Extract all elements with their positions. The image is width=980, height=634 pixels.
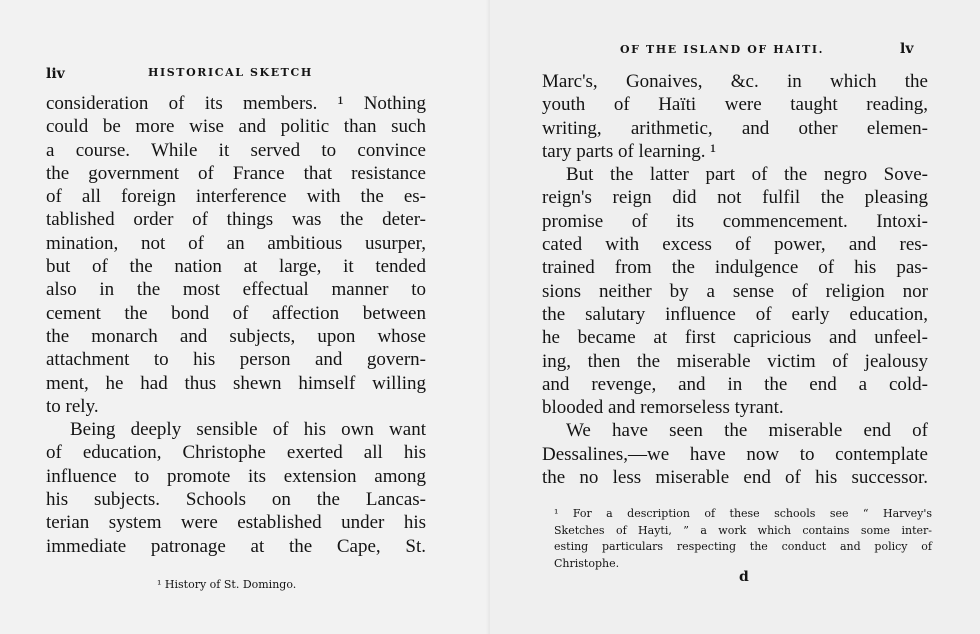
text-line: but of the nation at large, it tended (46, 256, 426, 278)
text-line: of all foreign interference with the es- (46, 186, 426, 208)
text-line: trained from the indulgence of his pas- (542, 257, 928, 279)
text-line: his subjects. Schools on the Lancas- (46, 489, 426, 511)
text-line: tary parts of learning. ¹ (542, 140, 716, 162)
footnote-line: Sketches of Hayti, ” a work which contains some inter- (554, 523, 932, 537)
text-line: mination, not of an ambitious usurper, (46, 232, 426, 254)
text-line: terian system were established under his (46, 512, 426, 534)
text-line: could be more wise and politic than such (46, 116, 426, 138)
text-line: to rely. (46, 395, 99, 417)
text-line: But the latter part of the negro Sove- (566, 164, 928, 186)
right-footnote (554, 506, 932, 572)
text-line: immediate patronage at the Cape, St. (46, 535, 426, 557)
text-line: tablished order of things was the deter- (46, 209, 426, 231)
right-running-head: OF THE ISLAND OF HAITI. (620, 43, 825, 56)
text-line: writing, arithmetic, and other elemen- (542, 117, 928, 139)
text-line: cated with excess of power, and res- (542, 234, 928, 256)
text-line: blooded and remorseless tyrant. (542, 397, 784, 419)
text-line: of education, Christophe exerted all his (46, 442, 426, 464)
text-line: promise of its commencement. Intoxi- (542, 210, 928, 232)
text-line: and revenge, and in the end a cold- (542, 373, 928, 395)
left-running-head: HISTORICAL SKETCH (148, 66, 313, 79)
text-line: sions neither by a sense of religion nor (542, 280, 928, 302)
text-line: he became at first capricious and unfeel- (542, 327, 928, 349)
left-page-number: liv (46, 66, 65, 82)
footnote-line: ¹ For a description of these schools see “ Harvey's (554, 507, 932, 520)
text-line: Marc's, Gonaives, &c. in which the (542, 71, 928, 92)
text-line: the monarch and subjects, upon whose (46, 325, 426, 347)
text-line: attachment to his person and govern- (46, 349, 426, 371)
left-footnote: ¹ History of St. Domingo. (157, 578, 297, 591)
text-line: the no less miserable end of his successor. (542, 467, 928, 489)
text-line: the government of France that resistance (46, 162, 426, 184)
right-page-number: lv (900, 41, 914, 57)
text-line: Being deeply sensible of his own want (70, 419, 426, 441)
text-line: the salutary influence of early education, (542, 303, 928, 325)
signature-mark: d (739, 569, 749, 585)
text-line: ment, he had thus shewn himself willing (46, 372, 426, 394)
text-line: a course. While it served to convince (46, 139, 426, 161)
left-body-text (46, 92, 426, 558)
text-line: We have seen the miserable end of (566, 420, 928, 442)
right-body-text (542, 70, 928, 489)
text-line: reign's reign did not fulfil the pleasing (542, 187, 928, 209)
text-line: ing, then the miserable victim of jealousy (542, 350, 928, 372)
right-page (490, 0, 980, 634)
text-line: cement the bond of affection between (46, 302, 426, 324)
text-line: influence to promote its extension among (46, 465, 426, 487)
footnote-line: esting particulars respecting the conduct and policy of (554, 540, 932, 553)
text-line: Dessalines,—we have now to contemplate (542, 443, 928, 465)
text-line: also in the most effectual manner to (46, 279, 426, 301)
footnote-line: Christophe. (554, 556, 620, 570)
text-line: consideration of its members. ¹ Nothing (46, 93, 426, 114)
text-line: youth of Haïti were taught reading, (542, 94, 928, 116)
